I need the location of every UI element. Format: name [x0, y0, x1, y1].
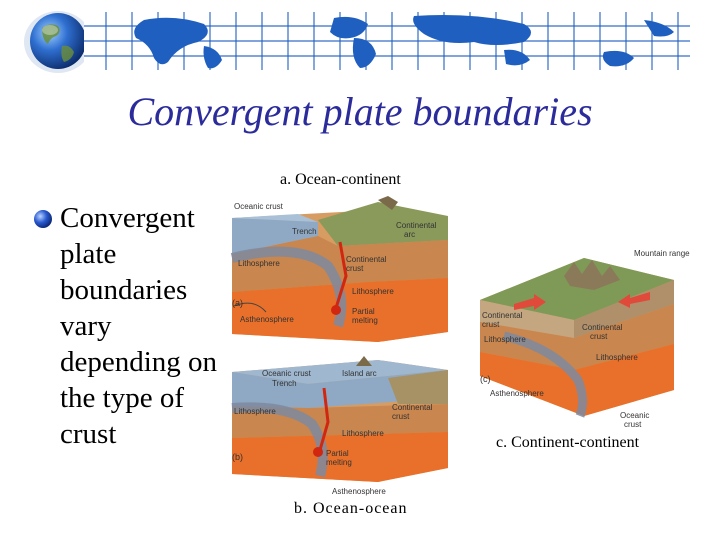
world-map-banner [84, 12, 690, 70]
label-lithosphere-right: Lithosphere [352, 287, 394, 296]
panel-label-c: (c) [480, 374, 491, 384]
caption-continent-continent: c. Continent-continent [496, 434, 640, 451]
label-lithosphere-left: Lithosphere [484, 335, 526, 344]
label-lithosphere-right: Lithosphere [342, 429, 384, 438]
label-continental-crust-line2: crust [392, 412, 410, 421]
diagram-continent-continent [474, 240, 702, 430]
diagram-ocean-ocean [228, 348, 452, 498]
label-asthenosphere: Asthenosphere [490, 389, 544, 398]
label-lithosphere-left: Lithosphere [234, 407, 276, 416]
bullet-text: Convergent plate boundaries vary depending on the type of crust [60, 202, 218, 450]
caption-ocean-continent: a. Ocean-continent [280, 171, 401, 188]
label-lithosphere-left: Lithosphere [238, 259, 280, 268]
label-oceanic-crust: Oceanic crust [234, 202, 283, 211]
label-oceanic-crust-line2: crust [624, 420, 642, 429]
label-continental-crust-line2: crust [346, 264, 364, 273]
label-continental-arc-line2: arc [404, 230, 416, 239]
panel-label-b: (b) [232, 452, 243, 462]
label-asthenosphere: Asthenosphere [332, 487, 386, 496]
label-trench: Trench [272, 379, 297, 388]
diagram-ocean-continent [228, 196, 452, 344]
label-oceanic-crust: Oceanic [620, 411, 650, 420]
label-continental-crust-right: Continental [582, 323, 623, 332]
label-continental-arc: Continental [396, 221, 437, 230]
panel-label-a: (a) [232, 298, 243, 308]
label-mountain-range: Mountain range [634, 249, 690, 258]
caption-ocean-ocean: b. Ocean-ocean [294, 500, 408, 517]
label-continental-crust: Continental [346, 255, 387, 264]
label-oceanic-crust: Oceanic crust [262, 369, 311, 378]
label-lithosphere-right: Lithosphere [596, 353, 638, 362]
label-island-arc: Island arc [342, 369, 377, 378]
label-continental-crust-left: Continental [482, 311, 523, 320]
label-trench: Trench [292, 227, 317, 236]
label-continental-crust-right-line2: crust [590, 332, 608, 341]
label-partial-melting: Partial [326, 449, 349, 458]
label-continental-crust-left-line2: crust [482, 320, 500, 329]
label-asthenosphere: Asthenosphere [240, 315, 294, 324]
slide-title: Convergent plate boundaries [127, 89, 593, 134]
label-continental-crust: Continental [392, 403, 433, 412]
bullet-sphere-icon [33, 209, 53, 229]
label-partial-melting-line2: melting [352, 316, 378, 325]
label-partial-melting: Partial [352, 307, 375, 316]
label-partial-melting-line2: melting [326, 458, 352, 467]
